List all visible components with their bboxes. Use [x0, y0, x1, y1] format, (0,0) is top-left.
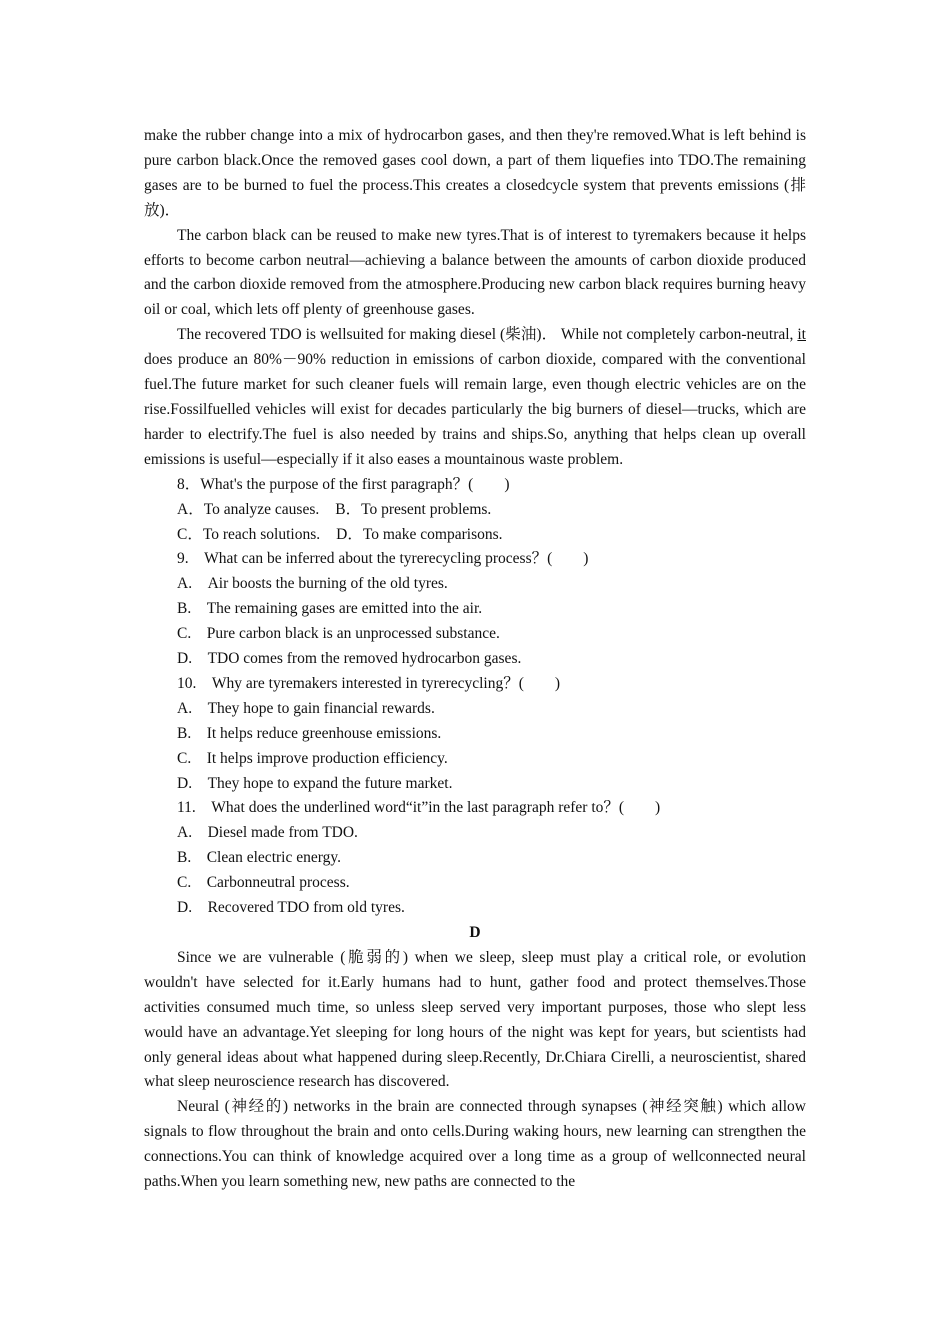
- section-d-title: D: [469, 924, 481, 941]
- question-8-option-d: D．To make comparisons.: [336, 525, 503, 543]
- question-9: [144, 547, 806, 672]
- passage-d-paragraph-1: Since we are vulnerable (脆弱的) when we sleep, sleep must play a critical role, or evolution wouldn't have selected for it.Early humans had to hunt, gather food and protect themselves.Those activities consumed much time, so unless sleep served very important purposes, those who slept less would have an advantage.Yet sleeping for long hours of the night was kept for years, but scientists had only general ideas about what happened during sleep.Recently, Dr.Chiara Cirelli, a neuroscientist, shared what sleep neuroscience research has discovered.: [144, 948, 806, 1091]
- question-9-option-a: A. Air boosts the burning of the old tyres.: [177, 575, 448, 593]
- question-8-stem: 8．What's the purpose of the first paragraph？( ): [177, 475, 510, 493]
- question-8: [144, 473, 806, 548]
- question-11-option-d: D. Recovered TDO from old tyres.: [177, 899, 405, 917]
- question-8-options-row-1: [144, 498, 806, 523]
- question-11-stem: 11. What does the underlined word“it”in the last paragraph refer to？( ): [177, 799, 661, 817]
- question-9-option-b: B. The remaining gases are emitted into the air.: [177, 600, 483, 618]
- question-8-option-a: A．To analyze causes.: [177, 500, 320, 518]
- question-8-option-b: B．To present problems.: [335, 500, 492, 518]
- document-page: [144, 124, 806, 1195]
- passage-c-paragraph-3: [144, 323, 806, 472]
- passage-c-paragraph-1: make the rubber change into a mix of hydrocarbon gases, and then they're removed.What is left behind is pure carbon black.Once the removed gases cool down, a part of them liquefies into TDO.The remaining gases are to be burned to fuel the process.This creates a closedcycle system that prevents emissions (排放)．: [144, 127, 806, 219]
- passage-d-paragraph-2: Neural (神经的) networks in the brain are connected through synapses (神经突触) which allow signals to flow throughout the brain and onto cells.During waking hours, new learning can strengthen the connections.You can think of knowledge acquired over a long time as a group of wellconnected neural paths.When you learn something new, new paths are connected to the: [144, 1098, 806, 1191]
- passage-c-paragraph-2: The carbon black can be reused to make new tyres.That is of interest to tyremakers because it helps efforts to become carbon neutral—achieving a balance between the amounts of carbon dioxide produced and the carbon dioxide removed from the atmosphere.Producing new carbon black requires burning heavy oil or coal, which lets off plenty of greenhouse gases.: [144, 226, 806, 319]
- question-11-option-c: C. Carbonneutral process.: [177, 874, 350, 892]
- question-9-stem: 9. What can be inferred about the tyrerecycling process？( ): [177, 550, 589, 568]
- question-10-option-d: D. They hope to expand the future market.: [177, 774, 453, 792]
- question-10: [144, 672, 806, 797]
- question-9-option-c: C. Pure carbon black is an unprocessed substance.: [177, 625, 500, 643]
- paragraph-3-text-after: does produce an 80%－90% reduction in emissions of carbon dioxide, compared with the conventional fuel.The future market for such cleaner fuels will remain large, even though electric vehicles are on the rise.Fossilfuelled vehicles will exist for decades particularly the big burners of diesel—trucks, which are harder to electrify.The fuel is also needed by trains and ships.So, anything that helps clean up overall emissions is useful—especially if it also eases a mountainous waste problem.: [144, 351, 806, 468]
- question-8-option-c: C．To reach solutions.: [177, 525, 321, 543]
- question-10-option-b: B. It helps reduce greenhouse emissions.: [177, 724, 442, 742]
- question-10-option-c: C. It helps improve production efficiency.: [177, 749, 448, 767]
- question-11-option-b: B. Clean electric energy.: [177, 849, 341, 867]
- question-8-options-row-2: [144, 523, 806, 548]
- question-11: [144, 796, 806, 921]
- paragraph-3-text-before: The recovered TDO is wellsuited for making diesel (柴油)． While not completely carbon-neutral,: [177, 326, 798, 344]
- question-11-option-a: A. Diesel made from TDO.: [177, 824, 358, 842]
- underlined-word-it: it: [797, 326, 806, 344]
- question-9-option-d: D. TDO comes from the removed hydrocarbon gases.: [177, 650, 522, 668]
- question-10-option-a: A. They hope to gain financial rewards.: [177, 699, 435, 717]
- question-10-stem: 10. Why are tyremakers interested in tyrerecycling？( ): [177, 674, 561, 692]
